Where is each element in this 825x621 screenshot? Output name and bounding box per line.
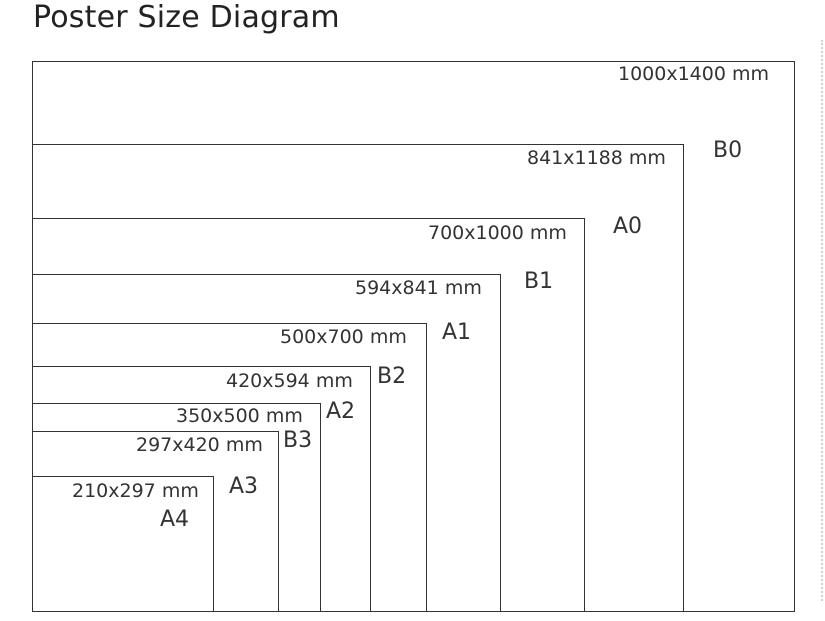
dimension-label-b3: 350x500 mm <box>176 405 303 427</box>
size-code-b0: B0 <box>713 138 743 163</box>
dimension-label-b1: 700x1000 mm <box>428 222 567 244</box>
size-code-b2: B2 <box>377 364 407 389</box>
size-code-b3: B3 <box>283 428 313 453</box>
dimension-label-a1: 594x841 mm <box>355 277 482 299</box>
size-code-b1: B1 <box>524 269 554 294</box>
page-edge-dots <box>818 40 823 601</box>
size-code-a0: A0 <box>613 214 643 239</box>
dimension-label-a0: 841x1188 mm <box>527 147 666 169</box>
dimension-label-a2: 420x594 mm <box>226 370 353 392</box>
dimension-label-b2: 500x700 mm <box>280 326 407 348</box>
size-code-a2: A2 <box>326 399 356 424</box>
dimension-label-a3: 297x420 mm <box>136 434 263 456</box>
size-code-a1: A1 <box>442 320 472 345</box>
size-code-a4: A4 <box>160 507 190 532</box>
dimension-label-a4: 210x297 mm <box>72 480 199 502</box>
dimension-label-b0: 1000x1400 mm <box>618 63 770 85</box>
diagram-title: Poster Size Diagram <box>33 0 340 35</box>
size-code-a3: A3 <box>229 474 259 499</box>
